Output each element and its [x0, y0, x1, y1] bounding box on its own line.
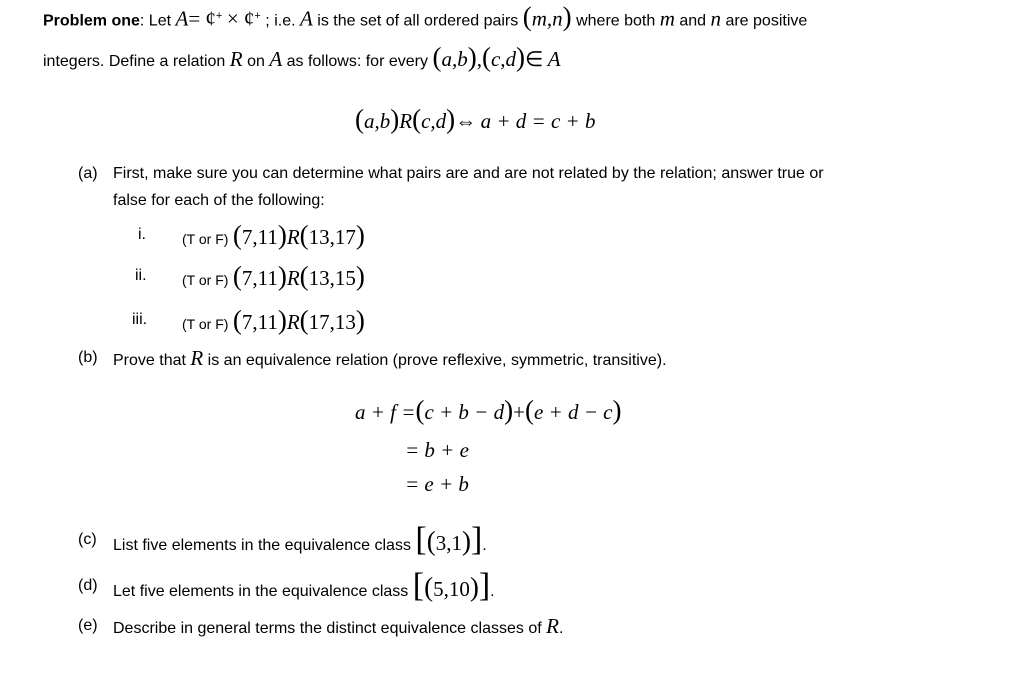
set-a-symbol-4: A [547, 47, 561, 71]
pair-1: 7,11 [241, 310, 278, 334]
set-definition: = ¢ [188, 6, 216, 31]
eq2: = b + e [405, 438, 469, 462]
n-symbol: n [710, 6, 721, 31]
part-e-body: Describe in general terms the distinct equivalence classes of [113, 620, 542, 637]
part-b-text [113, 347, 667, 372]
pair-mn: m,n [531, 6, 563, 31]
item-number: ii. [135, 267, 147, 284]
plus-superscript-2: + [254, 10, 261, 22]
eq3: = e + b [405, 472, 469, 496]
part-e-end: . [558, 620, 564, 637]
set-a-symbol-2: A [299, 6, 313, 31]
element-of-symbol: ∈ [525, 47, 544, 71]
iff-symbol: ⇔ [455, 109, 477, 133]
set-a-symbol-3: A [269, 47, 283, 71]
list-item-content: (T or F) (7,11)R(13,17) [182, 220, 365, 250]
eq1-term-1: c + b − d [424, 400, 505, 424]
m-symbol: m [659, 6, 675, 31]
part-c-label: (c) [78, 531, 97, 548]
problem-line-2: integers. Define a relation R on A as follows: for every (a,b),(c,d)∈ A [43, 42, 561, 72]
part-e-label: (e) [78, 617, 98, 634]
r-symbol: R [286, 225, 300, 249]
comma: , [476, 47, 482, 71]
list-item [138, 224, 146, 246]
on-text: on [247, 53, 265, 70]
list-item [132, 309, 147, 331]
problem-label: Problem one [43, 12, 140, 30]
eq1-plus: + [513, 400, 525, 424]
proof-line-2 [405, 439, 469, 464]
pair-2: 13,15 [308, 266, 356, 290]
item-number: iii. [132, 311, 148, 328]
part-d-body: Let five elements in the equivalence class [113, 583, 409, 600]
pair-ab: a,b [441, 47, 468, 71]
define-text: integers. Define a relation [43, 53, 226, 70]
relation-r-symbol: R [546, 614, 559, 638]
part-d-end: . [490, 583, 495, 600]
eq1-lhs: a + f = [355, 400, 416, 424]
part-c-body: List five elements in the equivalence class [113, 537, 411, 554]
display-pair-ab: a,b [364, 109, 391, 133]
cartesian-times: × ¢ [226, 6, 255, 31]
where-text: where both [576, 12, 656, 30]
class-pair: 5,10 [433, 577, 470, 601]
true-false-prompt: (T or F) [182, 316, 229, 332]
display-r-symbol: R [399, 109, 413, 133]
pair-1: 7,11 [241, 266, 278, 290]
part-a-text-2: false for each of the following: [113, 192, 325, 209]
relation-r-symbol: R [190, 346, 204, 370]
and-text: and [679, 12, 707, 30]
prove-text: Prove that [113, 352, 186, 369]
proof-line-1: a + f =(c + b − d)+(e + d − c) [355, 395, 622, 425]
list-item [135, 265, 147, 287]
prove-tail: is an equivalence relation (prove reflexive, symmetric, transitive). [207, 352, 667, 369]
part-e-text [113, 615, 563, 640]
true-false-prompt: (T or F) [182, 272, 229, 288]
part-c-text: List five elements in the equivalence class [(3,1)]. [113, 521, 487, 558]
relation-r-symbol: R [229, 47, 243, 71]
pair-cd: c,d [490, 47, 517, 71]
part-b-label: (b) [78, 349, 98, 366]
true-false-prompt: (T or F) [182, 231, 229, 247]
part-d-label: (d) [78, 577, 98, 594]
part-c-end: . [482, 537, 487, 554]
ie-text: ; i.e. [265, 12, 296, 30]
positive-text: are positive [725, 12, 808, 30]
item-number: i. [138, 226, 146, 243]
problem-line-1: Problem one: Let A= ¢+ × ¢+ ; i.e. A is the set of all ordered pairs (m,n) where both m and n are positive [43, 1, 808, 32]
r-symbol: R [286, 310, 300, 334]
class-pair: 3,1 [435, 531, 462, 555]
display-rhs: a + d = c + b [480, 109, 596, 133]
relation-definition: (a,b)R(c,d)⇔ a + d = c + b [355, 104, 596, 134]
set-a-symbol: A [175, 6, 189, 31]
r-symbol: R [286, 266, 300, 290]
pair-1: 7,11 [241, 225, 278, 249]
proof-line-3 [405, 473, 469, 498]
for-every-text: as follows: for every [286, 53, 428, 70]
pair-2: 17,13 [308, 310, 356, 334]
display-pair-cd: c,d [421, 109, 447, 133]
pair-2: 13,17 [308, 225, 356, 249]
part-a-label: (a) [78, 165, 98, 182]
list-item-content: (T or F) (7,11)R(13,15) [182, 261, 365, 291]
ie-tail-text: is the set of all ordered pairs [317, 12, 519, 30]
intro-text: : Let [139, 12, 172, 30]
part-d-text: Let five elements in the equivalence class [(5,10)]. [113, 567, 495, 604]
plus-superscript: + [215, 10, 223, 22]
part-a-text-1: First, make sure you can determine what pairs are and are not related by the relation; answer true or [113, 165, 824, 182]
eq1-term-2: e + d − c [533, 400, 613, 424]
list-item-content: (T or F) (7,11)R(17,13) [182, 305, 365, 335]
